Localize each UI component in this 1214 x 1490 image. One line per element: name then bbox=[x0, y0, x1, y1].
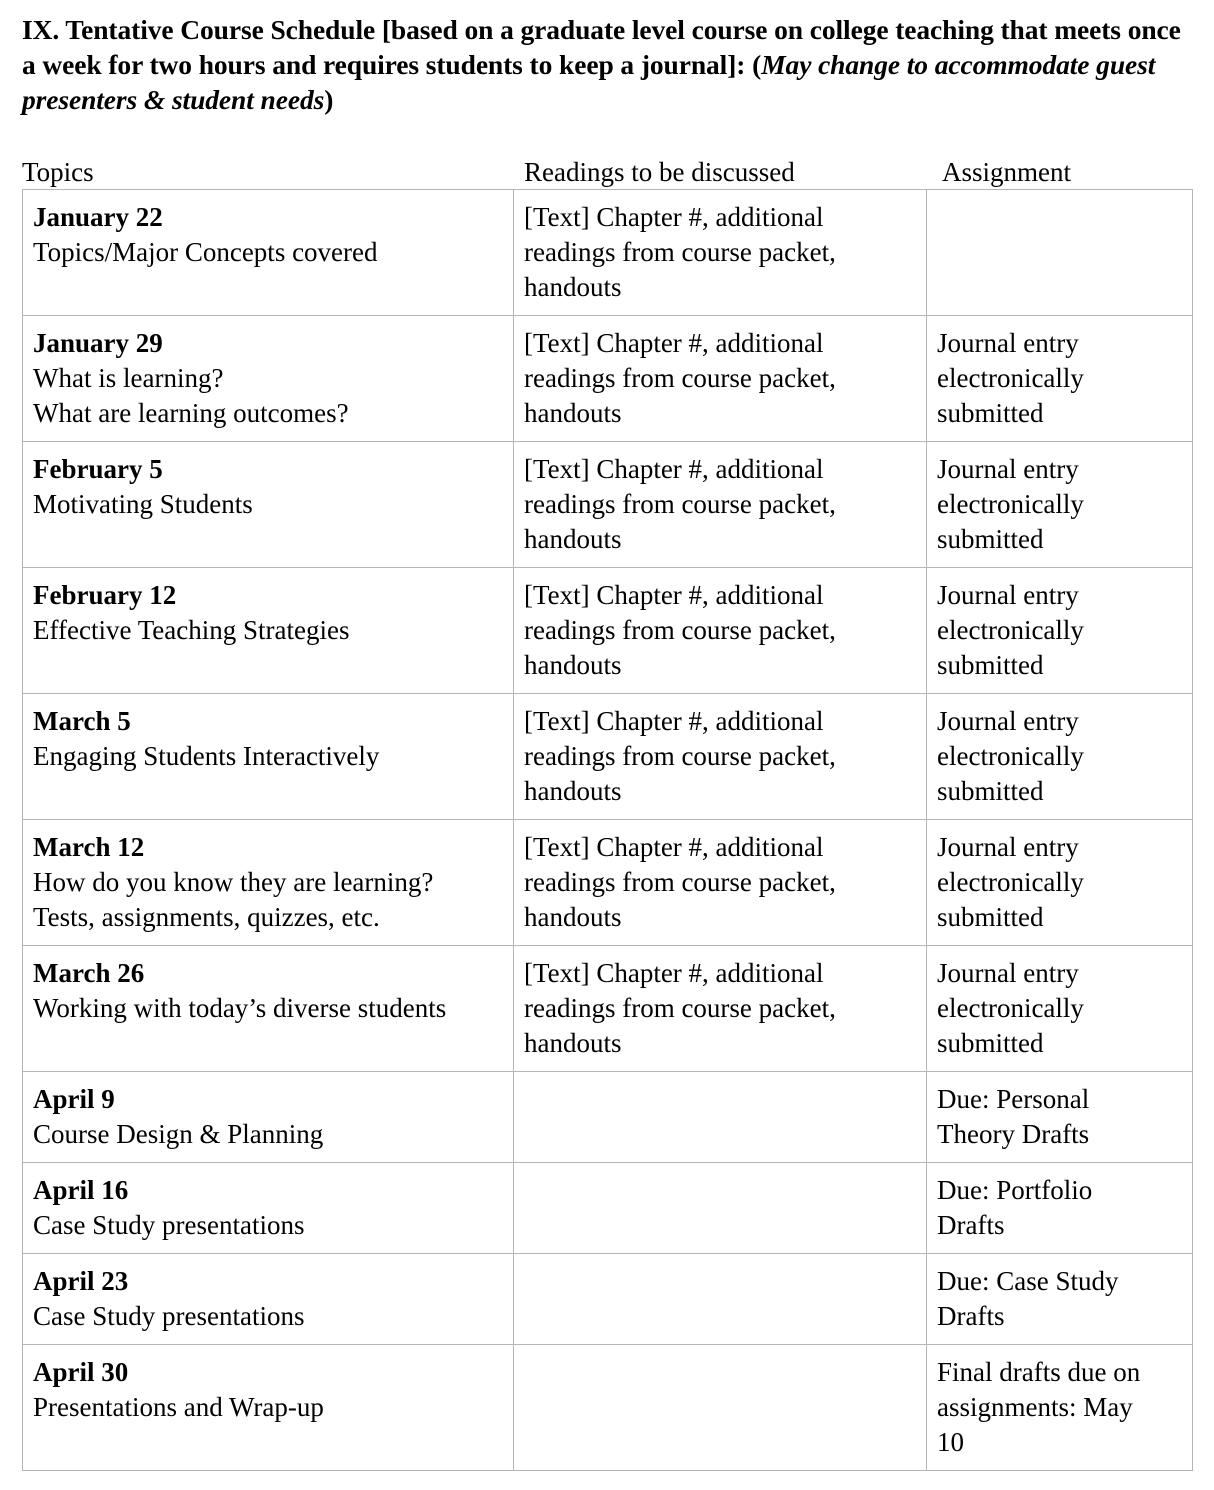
session-date: April 30 bbox=[33, 1357, 129, 1387]
assignment-cell bbox=[927, 568, 1193, 694]
section-heading bbox=[22, 12, 1192, 117]
topic-cell bbox=[23, 946, 514, 1072]
assignment-text: submitted bbox=[937, 776, 1044, 806]
assignment-text: submitted bbox=[937, 398, 1044, 428]
readings-cell bbox=[514, 820, 927, 946]
topic-text: Case Study presentations bbox=[33, 1210, 305, 1240]
assignment-text: Journal entry bbox=[937, 328, 1079, 358]
assignment-cell bbox=[927, 190, 1193, 316]
topic-text: Case Study presentations bbox=[33, 1301, 305, 1331]
topic-cell bbox=[23, 1072, 514, 1163]
reading-text: handouts bbox=[524, 398, 622, 428]
reading-text: handouts bbox=[524, 1028, 622, 1058]
session-date: April 9 bbox=[33, 1084, 115, 1114]
reading-text: readings from course packet, bbox=[524, 237, 836, 267]
assignment-cell bbox=[927, 820, 1193, 946]
course-schedule-page bbox=[22, 12, 1192, 1471]
topic-text: Working with today’s diverse students bbox=[33, 993, 447, 1023]
topic-cell bbox=[23, 820, 514, 946]
assignment-text: electronically bbox=[937, 489, 1084, 519]
heading-close-paren: ) bbox=[324, 84, 334, 115]
schedule-table bbox=[22, 189, 1193, 1471]
session-date: January 22 bbox=[33, 202, 163, 232]
heading-bold-text: IX. Tentative Course Schedule [based on a graduate level course on college teaching that meets once a week for two hours and requires students to keep a journal]: ( bbox=[22, 14, 1181, 80]
reading-text: readings from course packet, bbox=[524, 363, 836, 393]
topic-cell bbox=[23, 1163, 514, 1254]
table-row bbox=[23, 1163, 1193, 1254]
assignment-text: 10 bbox=[937, 1427, 964, 1457]
table-row bbox=[23, 190, 1193, 316]
assignment-text: Theory Drafts bbox=[937, 1119, 1090, 1149]
reading-text: [Text] Chapter #, additional bbox=[524, 328, 824, 358]
reading-text: [Text] Chapter #, additional bbox=[524, 202, 824, 232]
reading-text: [Text] Chapter #, additional bbox=[524, 580, 824, 610]
topic-cell bbox=[23, 1345, 514, 1471]
table-row bbox=[23, 1254, 1193, 1345]
topic-text: How do you know they are learning? bbox=[33, 867, 434, 897]
topic-cell bbox=[23, 1254, 514, 1345]
assignment-text: Journal entry bbox=[937, 706, 1079, 736]
session-date: April 16 bbox=[33, 1175, 129, 1205]
reading-text: readings from course packet, bbox=[524, 741, 836, 771]
assignment-text: submitted bbox=[937, 1028, 1044, 1058]
assignment-text: Journal entry bbox=[937, 958, 1079, 988]
assignment-text: Due: Case Study bbox=[937, 1266, 1119, 1296]
session-date: February 12 bbox=[33, 580, 177, 610]
assignment-cell bbox=[927, 316, 1193, 442]
topic-text: Topics/Major Concepts covered bbox=[33, 237, 378, 267]
reading-text: [Text] Chapter #, additional bbox=[524, 832, 824, 862]
assignment-text: electronically bbox=[937, 867, 1084, 897]
assignment-text: electronically bbox=[937, 615, 1084, 645]
table-row bbox=[23, 946, 1193, 1072]
topic-text: What is learning? bbox=[33, 363, 224, 393]
assignment-text: Drafts bbox=[937, 1301, 1005, 1331]
reading-text: readings from course packet, bbox=[524, 489, 836, 519]
assignment-text: Final drafts due on bbox=[937, 1357, 1141, 1387]
reading-text: handouts bbox=[524, 272, 622, 302]
column-headers bbox=[22, 137, 1192, 191]
reading-text: [Text] Chapter #, additional bbox=[524, 706, 824, 736]
readings-cell bbox=[514, 1163, 927, 1254]
assignment-cell bbox=[927, 1163, 1193, 1254]
table-row bbox=[23, 1345, 1193, 1471]
topic-cell bbox=[23, 568, 514, 694]
column-header-readings: Readings to be discussed bbox=[524, 157, 795, 187]
column-header-topics: Topics bbox=[22, 157, 94, 187]
readings-cell bbox=[514, 1345, 927, 1471]
assignment-text: submitted bbox=[937, 524, 1044, 554]
assignment-cell bbox=[927, 442, 1193, 568]
session-date: March 5 bbox=[33, 706, 131, 736]
reading-text: [Text] Chapter #, additional bbox=[524, 454, 824, 484]
topic-cell bbox=[23, 694, 514, 820]
topic-text: What are learning outcomes? bbox=[33, 398, 349, 428]
reading-text: [Text] Chapter #, additional bbox=[524, 958, 824, 988]
topic-text: Tests, assignments, quizzes, etc. bbox=[33, 902, 380, 932]
topic-text: Engaging Students Interactively bbox=[33, 741, 380, 771]
table-row bbox=[23, 1072, 1193, 1163]
topic-cell bbox=[23, 316, 514, 442]
reading-text: readings from course packet, bbox=[524, 615, 836, 645]
column-header-assignment: Assignment bbox=[942, 157, 1072, 187]
session-date: March 26 bbox=[33, 958, 145, 988]
session-date: March 12 bbox=[33, 832, 145, 862]
heading-italic-note: May change to accommodate guest presenters & student needs bbox=[22, 49, 1156, 115]
table-row bbox=[23, 442, 1193, 568]
assignment-text: Due: Portfolio bbox=[937, 1175, 1093, 1205]
readings-cell bbox=[514, 1254, 927, 1345]
assignment-cell bbox=[927, 694, 1193, 820]
reading-text: readings from course packet, bbox=[524, 867, 836, 897]
assignment-text: Journal entry bbox=[937, 454, 1079, 484]
table-row bbox=[23, 316, 1193, 442]
topic-text: Course Design & Planning bbox=[33, 1119, 324, 1149]
assignment-cell bbox=[927, 1345, 1193, 1471]
assignment-cell bbox=[927, 1254, 1193, 1345]
assignment-text: Due: Personal bbox=[937, 1084, 1090, 1114]
readings-cell bbox=[514, 694, 927, 820]
topic-cell bbox=[23, 190, 514, 316]
reading-text: handouts bbox=[524, 776, 622, 806]
table-row bbox=[23, 820, 1193, 946]
assignment-text: Drafts bbox=[937, 1210, 1005, 1240]
session-date: April 23 bbox=[33, 1266, 129, 1296]
assignment-text: submitted bbox=[937, 650, 1044, 680]
readings-cell bbox=[514, 316, 927, 442]
session-date: January 29 bbox=[33, 328, 163, 358]
table-row bbox=[23, 568, 1193, 694]
table-row bbox=[23, 694, 1193, 820]
readings-cell bbox=[514, 568, 927, 694]
assignment-text: assignments: May bbox=[937, 1392, 1133, 1422]
reading-text: readings from course packet, bbox=[524, 993, 836, 1023]
assignment-text: electronically bbox=[937, 993, 1084, 1023]
assignment-cell bbox=[927, 946, 1193, 1072]
topic-text: Effective Teaching Strategies bbox=[33, 615, 350, 645]
assignment-cell bbox=[927, 1072, 1193, 1163]
assignment-text: electronically bbox=[937, 363, 1084, 393]
topic-cell bbox=[23, 442, 514, 568]
schedule-table-body bbox=[23, 190, 1193, 1471]
session-date: February 5 bbox=[33, 454, 163, 484]
assignment-text: submitted bbox=[937, 902, 1044, 932]
assignment-text: Journal entry bbox=[937, 580, 1079, 610]
assignment-text: Journal entry bbox=[937, 832, 1079, 862]
topic-text: Motivating Students bbox=[33, 489, 253, 519]
reading-text: handouts bbox=[524, 650, 622, 680]
readings-cell bbox=[514, 946, 927, 1072]
readings-cell bbox=[514, 442, 927, 568]
assignment-text: electronically bbox=[937, 741, 1084, 771]
reading-text: handouts bbox=[524, 524, 622, 554]
topic-text: Presentations and Wrap-up bbox=[33, 1392, 324, 1422]
readings-cell bbox=[514, 1072, 927, 1163]
readings-cell bbox=[514, 190, 927, 316]
reading-text: handouts bbox=[524, 902, 622, 932]
